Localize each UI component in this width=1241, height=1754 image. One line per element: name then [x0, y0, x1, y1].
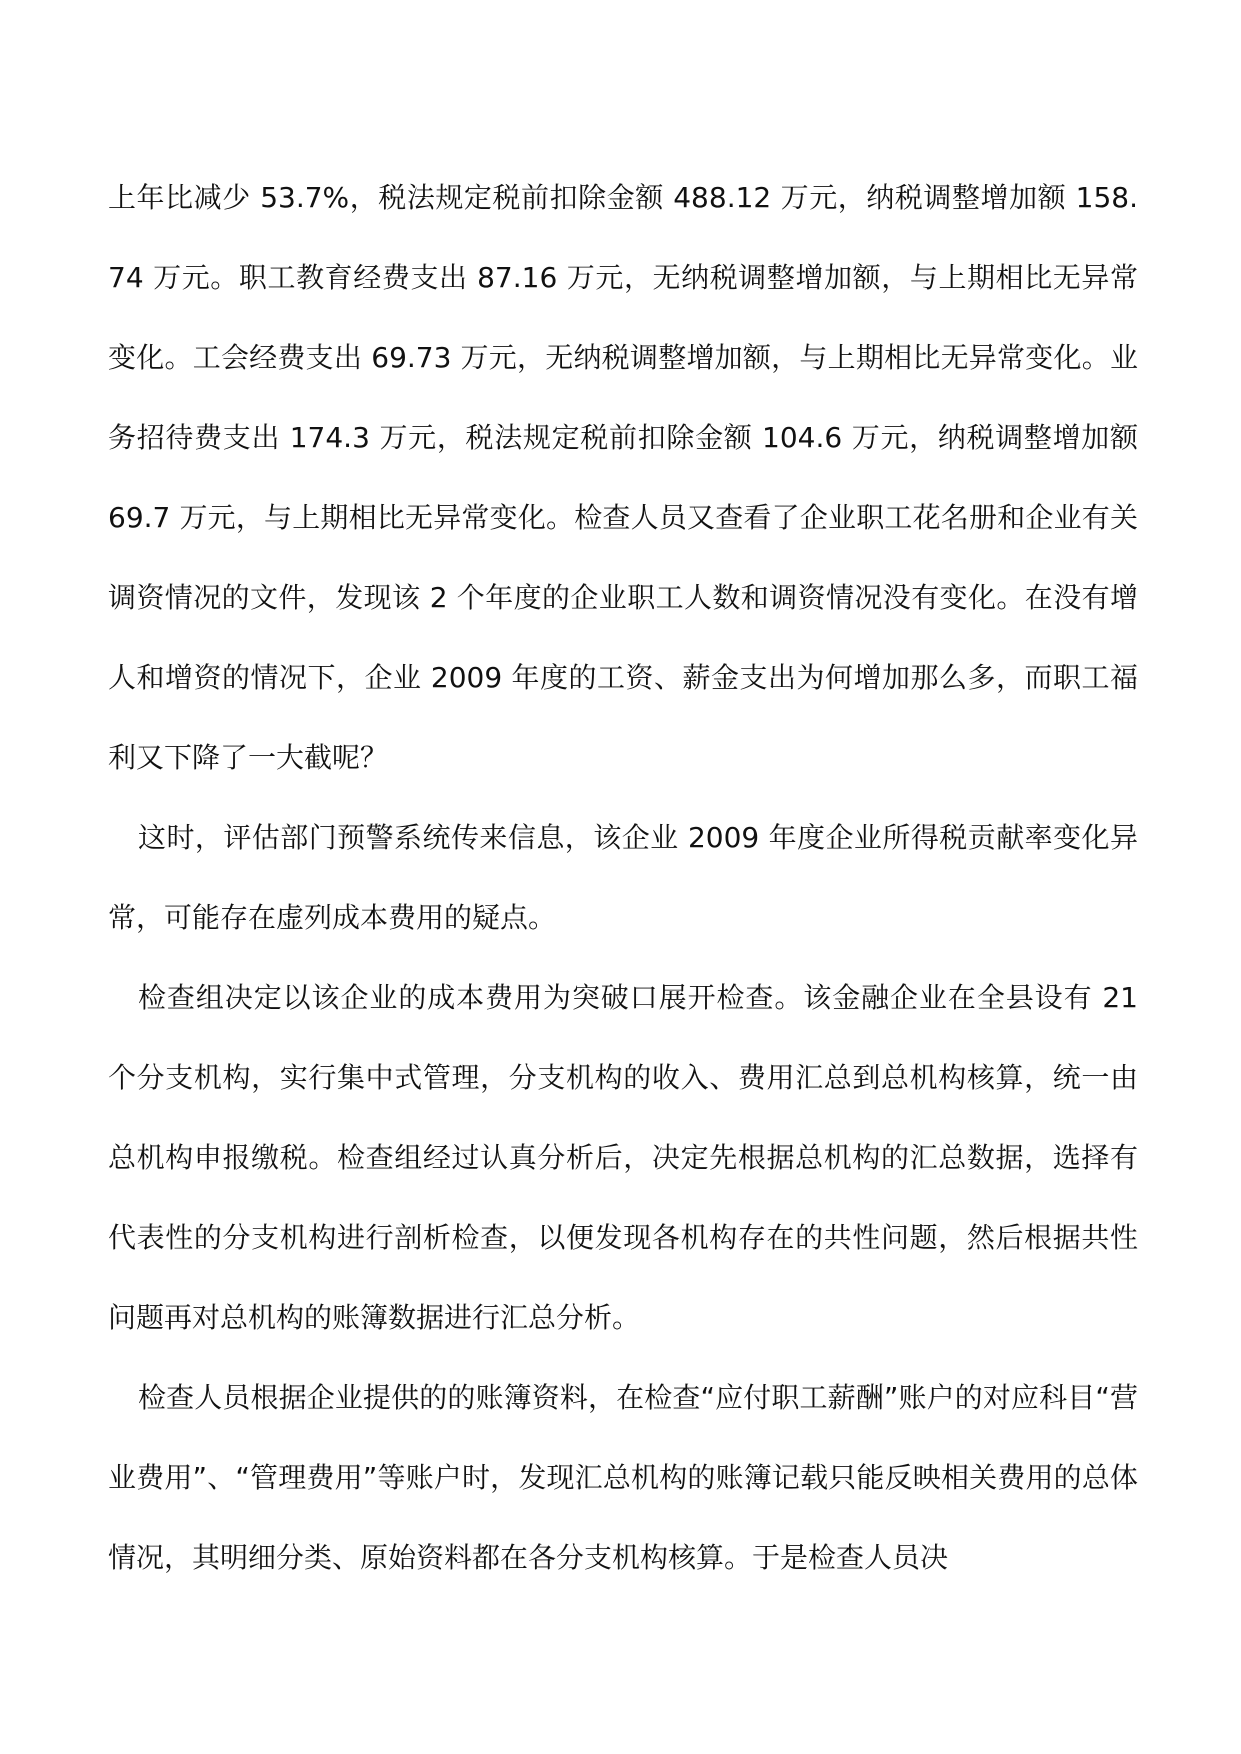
paragraph-1: 上年比减少 53.7%，税法规定税前扣除金额 488.12 万元，纳税调整增加额 158.74 万元。职工教育经费支出 87.16 万元，无纳税调整增加额，与上期相比无异常变化。工会经费支出 69.73 万元，无纳税调整增加额，与上期相比无异常变化。业务招待费支出 174.3 万元，税法规定税前扣除金额 104.6 万元，纳税调整增加额 69.7 万元，与上期相比无异常变化。检查人员又查看了企业职工花名册和企业有关调资情况的文件，发现该 2 个年度的企业职工人数和调资情况没有变化。在没有增人和增资的情况下，企业 2009 年度的工资、薪金支出为何增加那么多，而职工福利又下降了一大截呢？	[108, 181, 1138, 774]
paragraph-2: 这时，评估部门预警系统传来信息，该企业 2009 年度企业所得税贡献率变化异常，可能存在虚列成本费用的疑点。	[108, 821, 1138, 934]
paragraph-4: 检查人员根据企业提供的的账簿资料，在检查“应付职工薪酬”账户的对应科目“营业费用”、“管理费用”等账户时，发现汇总机构的账簿记载只能反映相关费用的总体情况，其明细分类、原始资料都在各分支机构核算。于是检查人员决	[108, 1381, 1138, 1574]
document-body	[108, 158, 1138, 1598]
paragraph-3: 检查组决定以该企业的成本费用为突破口展开检查。该金融企业在全县设有 21 个分支机构，实行集中式管理，分支机构的收入、费用汇总到总机构核算，统一由总机构申报缴税。检查组经过认真分析后，决定先根据总机构的汇总数据，选择有代表性的分支机构进行剖析检查，以便发现各机构存在的共性问题，然后根据共性问题再对总机构的账簿数据进行汇总分析。	[108, 981, 1138, 1334]
